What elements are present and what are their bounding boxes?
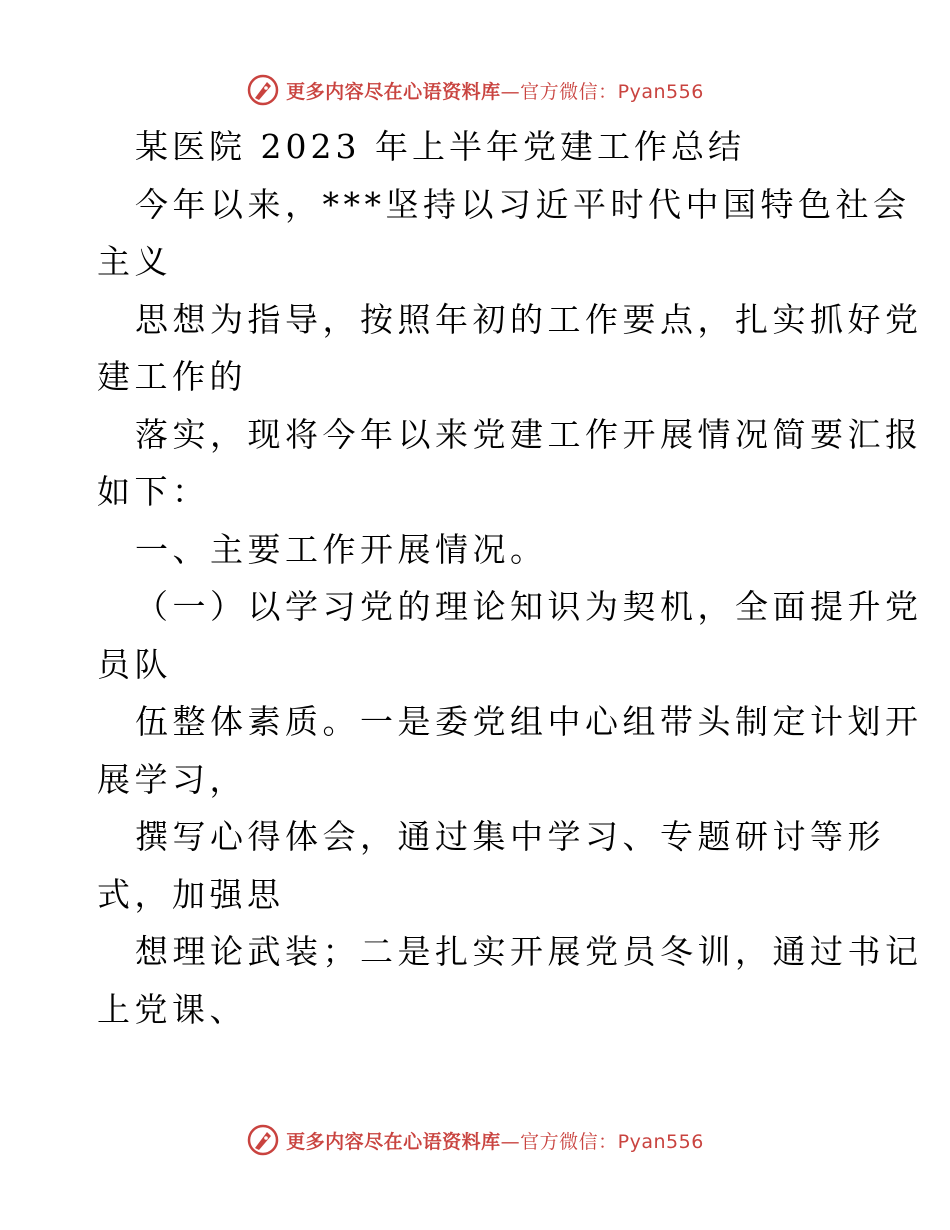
document-body bbox=[97, 118, 923, 1038]
paragraph-line: 展学习， bbox=[97, 759, 247, 799]
pen-nib-logo-icon bbox=[246, 1123, 280, 1157]
paragraph-line: 伍整体素质。一是委党组中心组带头制定计划开 bbox=[135, 702, 923, 741]
paragraph-line: 式，加强思 bbox=[97, 874, 285, 914]
watermark-brand: 更多内容尽在心语资料库 bbox=[286, 80, 501, 103]
paragraph-line: 员队 bbox=[97, 644, 172, 684]
watermark-text bbox=[286, 1127, 704, 1154]
section-heading: 一、主要工作开展情况。 bbox=[135, 529, 548, 569]
watermark-text bbox=[286, 77, 704, 104]
paragraph-line: 主义 bbox=[97, 242, 172, 281]
watermark-brand: 更多内容尽在心语资料库 bbox=[286, 1130, 501, 1153]
watermark-contact: 官方微信：Pyan556 bbox=[520, 80, 704, 103]
paragraph-line: 落实，现将今年以来党建工作开展情况简要汇报 bbox=[135, 414, 923, 454]
watermark-banner-bottom bbox=[0, 1120, 950, 1160]
watermark-banner-top bbox=[0, 70, 950, 110]
paragraph-line: 上党课、 bbox=[97, 989, 247, 1029]
document-title: 某医院 2023 年上半年党建工作总结 bbox=[135, 127, 745, 166]
paragraph-line: 建工作的 bbox=[97, 357, 247, 396]
subsection-heading: （一）以学习党的理论知识为契机，全面提升党 bbox=[135, 587, 923, 626]
paragraph-line: 想理论武装；二是扎实开展党员冬训，通过书记 bbox=[135, 932, 923, 971]
paragraph-line: 思想为指导，按照年初的工作要点，扎实抓好党 bbox=[135, 299, 923, 339]
paragraph-line: 撰写心得体会，通过集中学习、专题研讨等形 bbox=[135, 817, 885, 856]
watermark-separator: — bbox=[500, 1130, 521, 1153]
watermark-contact: 官方微信：Pyan556 bbox=[520, 1130, 704, 1153]
watermark-separator: — bbox=[500, 80, 521, 103]
pen-nib-logo-icon bbox=[246, 73, 280, 107]
paragraph-line: 今年以来，***坚持以习近平时代中国特色社会 bbox=[135, 184, 911, 224]
paragraph-line: 如下： bbox=[97, 472, 210, 511]
